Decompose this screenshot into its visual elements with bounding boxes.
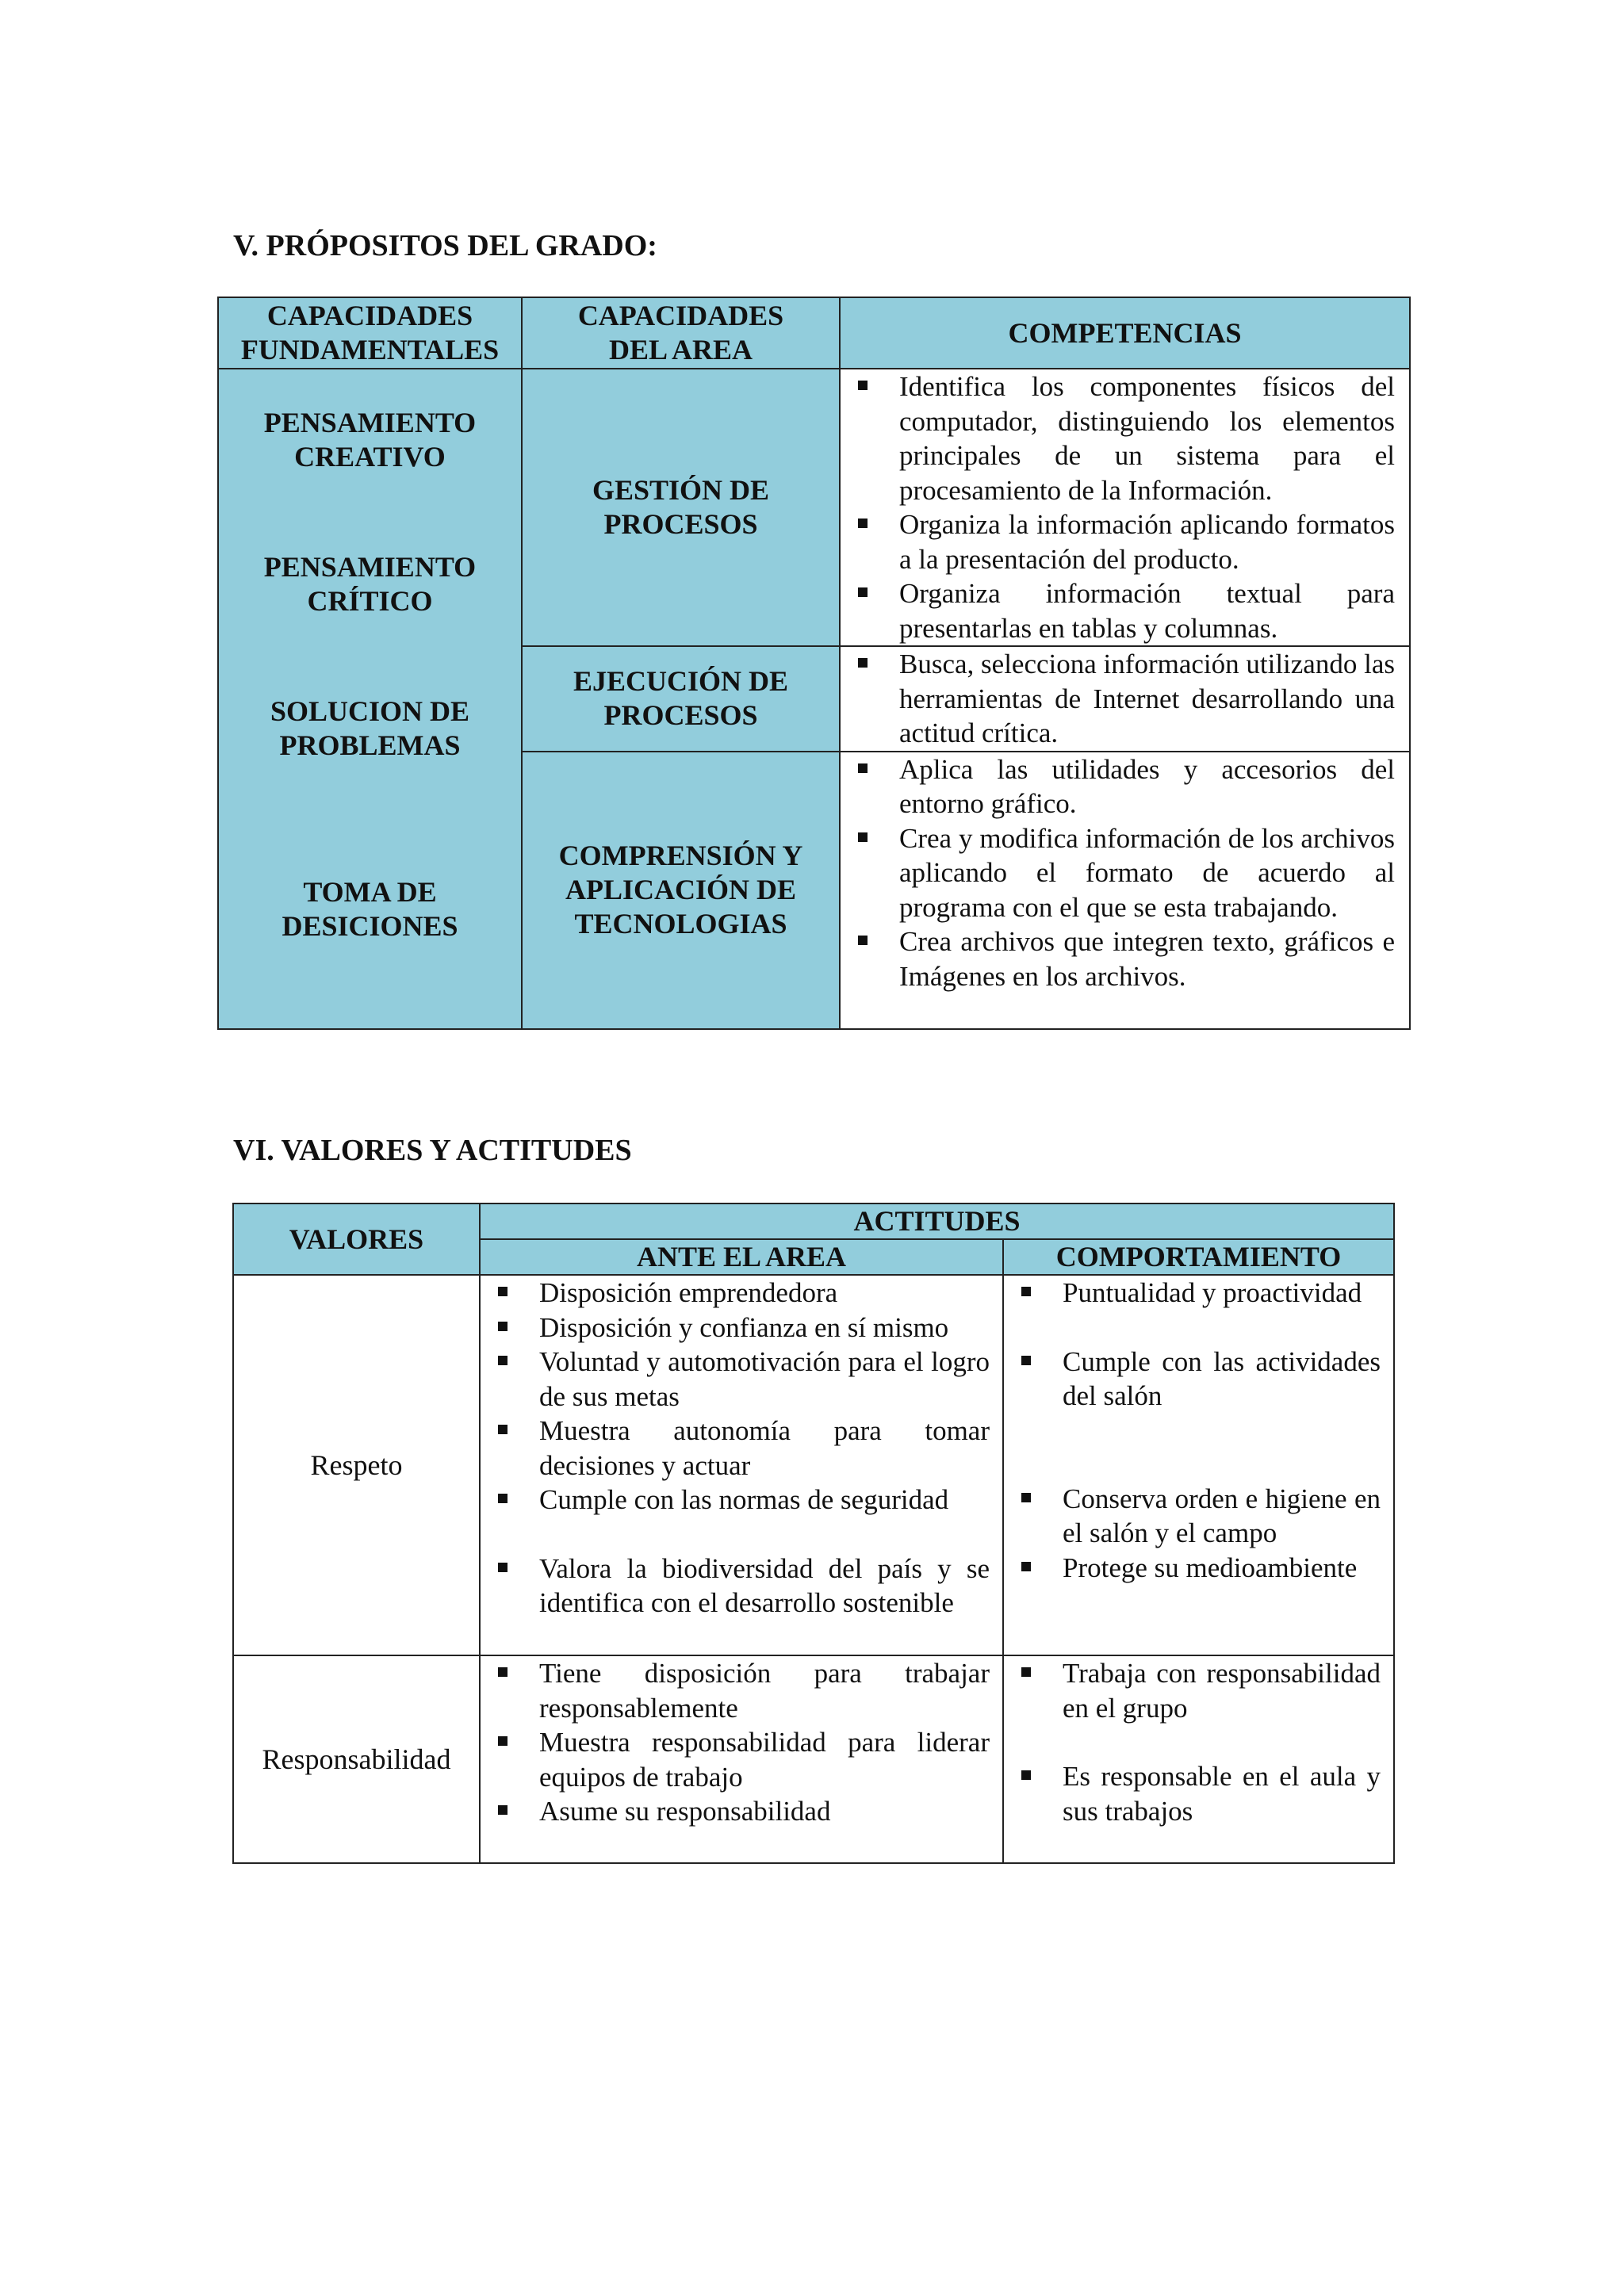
list-item: Muestra responsabilidad para liderar equipos de trabajo	[481, 1725, 990, 1794]
fundamental-solucion-problemas: SOLUCION DE PROBLEMAS	[270, 695, 470, 761]
competencias-gestion	[840, 369, 1410, 646]
header-valores: VALORES	[233, 1203, 480, 1275]
list-item: Disposición emprendedora	[481, 1276, 990, 1311]
fundamental-pensamiento-critico: PENSAMIENTO CRÍTICO	[263, 551, 477, 617]
list-item: Voluntad y automotivación para el logro de sus metas	[481, 1345, 990, 1414]
section-5-title: V. PRÓPOSITOS DEL GRADO:	[233, 229, 657, 262]
list-item: Crea y modifica información de los archivos aplicando el formato de acuerdo al programa con el que se esta trabajando.	[841, 821, 1395, 925]
square-bullet-icon	[1021, 1562, 1031, 1571]
header-comportamiento: COMPORTAMIENTO	[1003, 1239, 1394, 1275]
square-bullet-icon	[1021, 1287, 1031, 1296]
header-capacidades-area: CAPACIDADES DEL AREA	[522, 297, 840, 369]
area-comprension-tecnologias: COMPRENSIÓN Y APLICACIÓN DE TECNOLOGIAS	[522, 752, 840, 1029]
square-bullet-icon	[858, 658, 868, 668]
header-ante-el-area: ANTE EL AREA	[480, 1239, 1003, 1275]
square-bullet-icon	[1021, 1493, 1031, 1502]
list-item: Asume su responsabilidad	[481, 1794, 990, 1829]
valor-respeto: Respeto	[233, 1275, 480, 1655]
list-item: Conserva orden e higiene en el salón y el campo	[1004, 1482, 1381, 1551]
list-item: Aplica las utilidades y accesorios del entorno gráfico.	[841, 752, 1395, 821]
ante-responsabilidad	[480, 1655, 1003, 1863]
square-bullet-icon	[498, 1322, 508, 1331]
square-bullet-icon	[498, 1287, 508, 1296]
fundamental-pensamiento-creativo: PENSAMIENTO CREATIVO	[263, 407, 477, 473]
square-bullet-icon	[858, 763, 868, 773]
square-bullet-icon	[1021, 1667, 1031, 1677]
list-item: Tiene disposición para trabajar responsablemente	[481, 1656, 990, 1725]
square-bullet-icon	[858, 519, 868, 528]
list-item: Organiza la información aplicando formatos a la presentación del producto.	[841, 507, 1395, 576]
square-bullet-icon	[858, 832, 868, 842]
area-ejecucion-procesos: EJECUCIÓN DE PROCESOS	[522, 646, 840, 752]
list-item: Organiza información textual para presentarlas en tablas y columnas.	[841, 576, 1395, 645]
competencias-ejecucion	[840, 646, 1410, 752]
list-item: Trabaja con responsabilidad en el grupo	[1004, 1656, 1381, 1725]
list-item: Disposición y confianza en sí mismo	[481, 1311, 990, 1345]
square-bullet-icon	[498, 1667, 508, 1677]
square-bullet-icon	[498, 1494, 508, 1503]
list-item: Muestra autonomía para tomar decisiones y actuar	[481, 1414, 990, 1483]
comportamiento-respeto	[1003, 1275, 1394, 1655]
square-bullet-icon	[498, 1356, 508, 1365]
square-bullet-icon	[858, 381, 868, 390]
competencias-comprension	[840, 752, 1410, 1029]
list-item: Cumple con las normas de seguridad	[481, 1483, 990, 1517]
list-item: Valora la biodiversidad del país y se identifica con el desarrollo sostenible	[481, 1552, 990, 1621]
square-bullet-icon	[858, 936, 868, 945]
propositos-table	[217, 297, 1411, 1030]
valores-table	[232, 1203, 1395, 1864]
list-item: Identifica los componentes físicos del computador, distinguiendo los elementos principales de un sistema para el procesamiento de la Información.	[841, 369, 1395, 507]
area-gestion-procesos: GESTIÓN DE PROCESOS	[522, 369, 840, 646]
list-item: Es responsable en el aula y sus trabajos	[1004, 1759, 1381, 1828]
list-item: Busca, selecciona información utilizando las herramientas de Internet desarrollando una actitud crítica.	[841, 647, 1395, 751]
header-capacidades-fundamentales: CAPACIDADES FUNDAMENTALES	[218, 297, 522, 369]
section-6-title: VI. VALORES Y ACTITUDES	[233, 1134, 632, 1167]
list-item: Cumple con las actividades del salón	[1004, 1345, 1381, 1414]
fundamental-toma-desiciones: TOMA DE DESICIONES	[282, 876, 458, 942]
comportamiento-responsabilidad	[1003, 1655, 1394, 1863]
header-actitudes: ACTITUDES	[480, 1203, 1394, 1239]
square-bullet-icon	[498, 1563, 508, 1572]
valor-responsabilidad: Responsabilidad	[233, 1655, 480, 1863]
square-bullet-icon	[498, 1425, 508, 1434]
capacidades-fundamentales-cell	[218, 369, 522, 1029]
list-item: Puntualidad y proactividad	[1004, 1276, 1381, 1311]
header-competencias: COMPETENCIAS	[840, 297, 1410, 369]
square-bullet-icon	[498, 1736, 508, 1746]
square-bullet-icon	[498, 1805, 508, 1815]
list-item: Crea archivos que integren texto, gráficos e Imágenes en los archivos.	[841, 924, 1395, 993]
square-bullet-icon	[858, 587, 868, 597]
list-item: Protege su medioambiente	[1004, 1551, 1381, 1586]
square-bullet-icon	[1021, 1770, 1031, 1780]
ante-respeto	[480, 1275, 1003, 1655]
square-bullet-icon	[1021, 1356, 1031, 1365]
